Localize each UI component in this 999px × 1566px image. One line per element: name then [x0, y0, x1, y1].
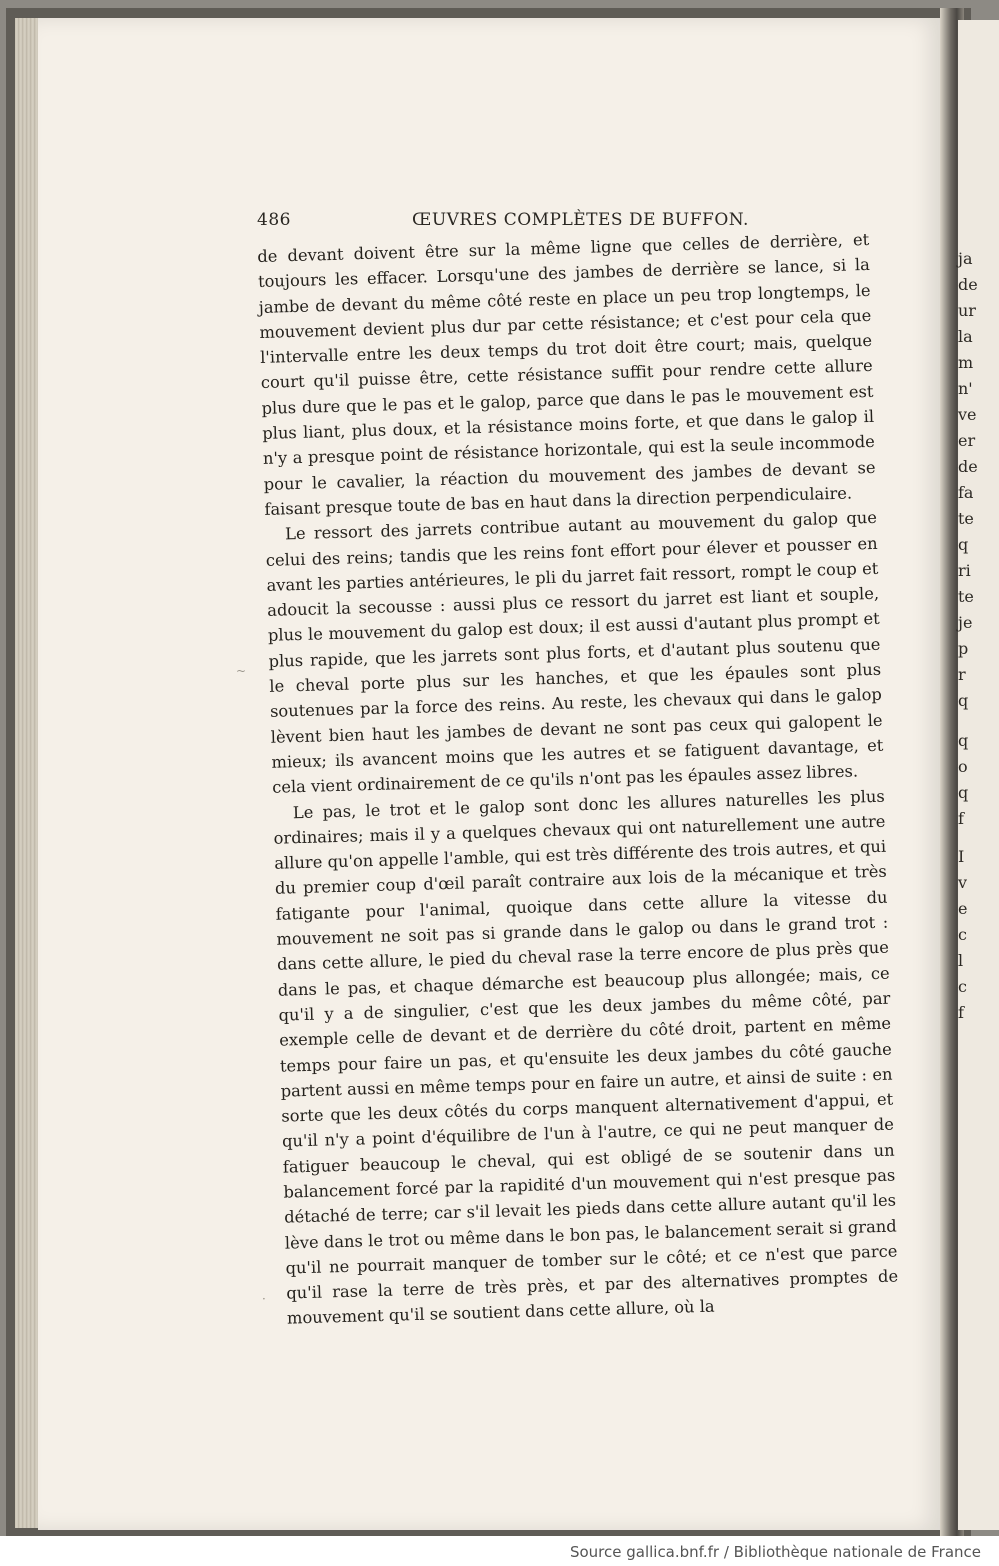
facing-page-fragment: q	[958, 731, 969, 750]
facing-page-fragment: p	[958, 639, 969, 658]
facing-page-fragment: o	[958, 757, 968, 776]
facing-page-fragment: e	[958, 899, 968, 918]
facing-page-fragment: m	[958, 353, 974, 372]
facing-page-fragment: q	[958, 691, 969, 710]
facing-page-fragment: ur	[958, 301, 976, 320]
facing-page-fragment: f	[958, 1003, 964, 1022]
facing-page-fragment: q	[958, 535, 969, 554]
paragraph: Le ressort des jarrets contribue autant au mouvement du galop que celui des reins; tandis que les reins font effort pour élever et pousser en avant les parties antérieures, le pli du jarret fait ressort, rompt le coup et adoucit la secousse : aussi plus ce ressort du jarret est liant et souple, plus le mouvement du galop est doux; il est aussi d'autant plus prompt et plus rapide, que les jarrets sont plus forts, et d'autant plus soutenu que le cheval porte plus sur les hanches, et que les épaules sont plus soutenues par la force des reins. Au reste, les chevaux qui dans le galop lèvent bien haut les jambes de devant ne sont pas ceux qui galopent le mieux; ils avancent moins que les autres et se fatiguent davantage, et cela vient ordinairement de ce qu'ils n'ont pas les épaules assez libres.	[265, 508, 884, 798]
source-credit: Source gallica.bnf.fr / Bibliothèque nationale de France	[569, 1543, 981, 1561]
facing-page-fragment: fa	[958, 483, 974, 502]
facing-page-fragment: n'	[958, 379, 973, 398]
facing-page-fragment: te	[958, 587, 974, 606]
facing-page-fragment: te	[958, 509, 974, 528]
body-text	[257, 227, 899, 1331]
page-number: 486	[257, 210, 291, 230]
facing-page-fragment: q	[958, 783, 969, 802]
facing-page-fragment: je	[958, 613, 973, 632]
margin-mark: ·	[262, 1292, 266, 1306]
facing-page-fragment: r	[958, 665, 966, 684]
facing-page-fragment: ja	[958, 249, 973, 268]
facing-page-fragment: er	[958, 431, 976, 450]
facing-page-fragment: I	[958, 847, 965, 866]
facing-page-fragment: c	[958, 925, 967, 944]
facing-page-fragment: de	[958, 275, 978, 294]
facing-page-fragment: de	[958, 457, 978, 476]
margin-mark: ~	[236, 664, 247, 678]
facing-page-fragment: l	[958, 951, 964, 970]
facing-page-edge	[958, 20, 999, 1530]
running-title: ŒUVRES COMPLÈTES DE BUFFON.	[412, 210, 749, 230]
paragraph: de devant doivent être sur la même ligne que celles de derrière, et toujours les effacer. Lorsqu'une des jambes de derrière se lance, si la jambe de devant du même côté reste en place un peu trop longtemps, le mouvement devient plus dur par cette résistance; et c'est pour cela que l'intervalle entre les deux temps du trot doit être court; mais, quelque court qu'il puisse être, cette résistance suffit pour rendre cette allure plus dure que le pas et le galop, parce que dans le pas le mouvement est plus liant, plus doux, et la résistance moins forte, et que dans le galop il n'y a presque point de résistance horizontale, qui est la seule incommode pour le cavalier, la réaction du mouvement des jambes de devant se faisant presque toute de bas en haut dans la direction perpendiculaire.	[257, 229, 876, 519]
facing-page-fragment: ri	[958, 561, 971, 580]
facing-page-fragment: v	[958, 873, 968, 892]
paragraph: Le pas, le trot et le galop sont donc les allures naturelles les plus ordinaires; mais il y a quelques chevaux qui ont naturellement une autre allure qu'on appelle l'amble, qui est très différente des trois autres, et qui du premier coup d'œil paraît contraire aux lois de la mécanique et très fatigante pour l'animal, quoique dans cette allure la vitesse du mouvement ne soit pas si grande dans le galop ou dans le grand trot : dans cette allure, le pied du cheval rase la terre encore de plus près que dans le pas, et chaque démarche est beaucoup plus allongée; mais, ce qu'il y a de singulier, c'est que les deux jambes du même côté, par exemple celle de devant et de derrière du côté droit, partent en même temps pour faire un pas, et qu'ensuite les deux jambes du côté gauche partent aussi en même temps pour en faire un autre, et ainsi de suite : en sorte que les deux côtés du corps manquent alternativement d'appui, et qu'il n'y a point d'équilibre de l'un à l'autre, ce qui ne peut manquer de fatiguer beaucoup le cheval, qui est obligé de se soutenir dans un balancement forcé par la rapidité d'un mouvement qui n'est presque pas détaché de terre; car s'il levait les pieds dans cette allure autant qu'il les lève dans le trot ou même dans le bon pas, le balancement serait si grand qu'il ne pourrait manquer de tomber sur le côté; et ce n'est que parce qu'il rase la terre de très près, et par des alternatives promptes de mouvement qu'il se soutient dans cette allure, où la	[273, 786, 899, 1329]
facing-page-fragment: ve	[958, 405, 977, 424]
facing-page-fragment: la	[958, 327, 973, 346]
facing-page-fragment: c	[958, 977, 967, 996]
facing-page-fragment: f	[958, 809, 964, 828]
